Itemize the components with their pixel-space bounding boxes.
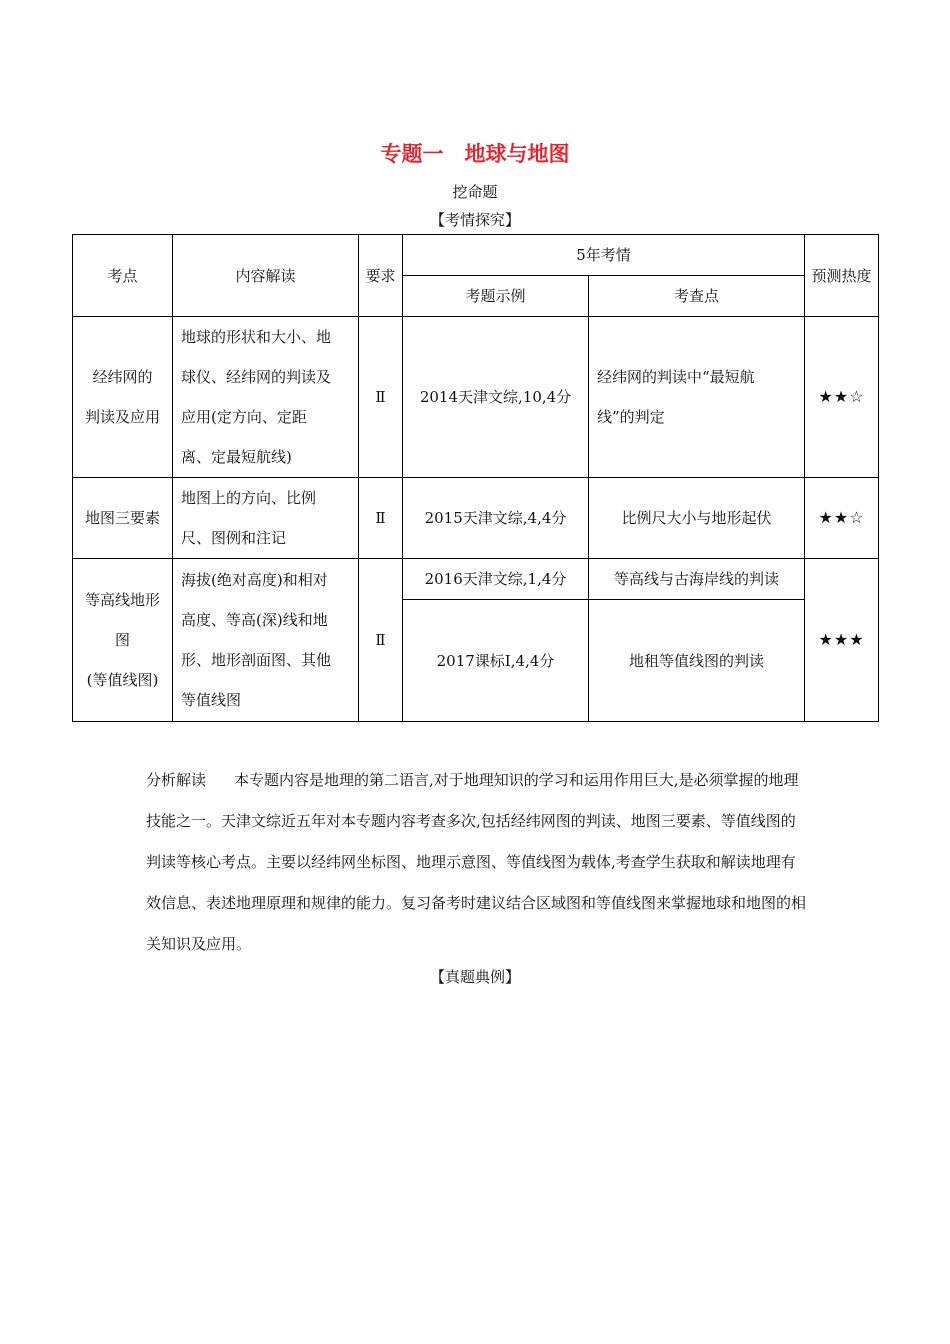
cell-example: 2014天津文综,10,4分 (403, 317, 589, 478)
cell-heat: ★★☆ (805, 478, 879, 559)
header-example: 考题示例 (403, 276, 589, 317)
subtitle: 挖命题 (452, 183, 498, 201)
cell-requirement: Ⅱ (359, 559, 403, 722)
header-point: 考点 (73, 235, 173, 317)
header-five-year: 5年考情 (403, 235, 805, 276)
cell-requirement: Ⅱ (359, 317, 403, 478)
cell-heat: ★★☆ (805, 317, 879, 478)
cell-check: 等高线与古海岸线的判读 (589, 559, 805, 600)
cell-content: 海拔(绝对高度)和相对 高度、等高(深)线和地 形、地形剖面图、其他 等值线图 (173, 559, 359, 722)
header-content: 内容解读 (173, 235, 359, 317)
cell-example: 2015天津文综,4,4分 (403, 478, 589, 559)
cell-check: 比例尺大小与地形起伏 (589, 478, 805, 559)
cell-content: 地球的形状和大小、地 球仪、经纬网的判读及 应用(定方向、定距 离、定最短航线) (173, 317, 359, 478)
table-row (73, 478, 879, 559)
cell-example: 2016天津文综,1,4分 (403, 559, 589, 600)
cell-heat: ★★★ (805, 559, 879, 722)
cell-example: 2017课标Ⅰ,4,4分 (403, 600, 589, 722)
cell-point: 等高线地形 图 (等值线图) (73, 559, 173, 722)
header-heat: 预测热度 (805, 235, 879, 317)
header-requirement: 要求 (359, 235, 403, 317)
cell-content: 地图上的方向、比例 尺、图例和注记 (173, 478, 359, 559)
analysis-label: 分析解读 (146, 771, 207, 789)
analysis-text: 本专题内容是地理的第二语言,对于地理知识的学习和运用作用巨大,是必须掌握的地理技能之一。天津文综近五年对本专题内容考查多次,包括经纬网图的判读、地图三要素、等值线图的判读等核心考点。主要以经纬网坐标图、地理示意图、等值线图为载体,考查学生获取和解读地理有效信息、表述地理原理和规律的能力。复习备考时建议结合区域图和等值线图来掌握地球和地图的相关知识及应用。 (146, 771, 807, 953)
table-row (73, 317, 879, 478)
cell-point: 经纬网的 判读及应用 (73, 317, 173, 478)
cell-requirement: Ⅱ (359, 478, 403, 559)
analysis-paragraph (146, 760, 810, 965)
cell-check: 地租等值线图的判读 (589, 600, 805, 722)
page-title: 专题一 地球与地图 (380, 142, 570, 166)
exam-analysis-table (72, 234, 879, 722)
cell-check: 经纬网的判读中“最短航 线”的判定 (589, 317, 805, 478)
header-check: 考查点 (589, 276, 805, 317)
table-row (73, 559, 879, 600)
section-heading-exam-analysis: 【考情探究】 (429, 211, 520, 229)
section-heading-real-examples: 【真题典例】 (429, 968, 520, 986)
cell-point: 地图三要素 (73, 478, 173, 559)
